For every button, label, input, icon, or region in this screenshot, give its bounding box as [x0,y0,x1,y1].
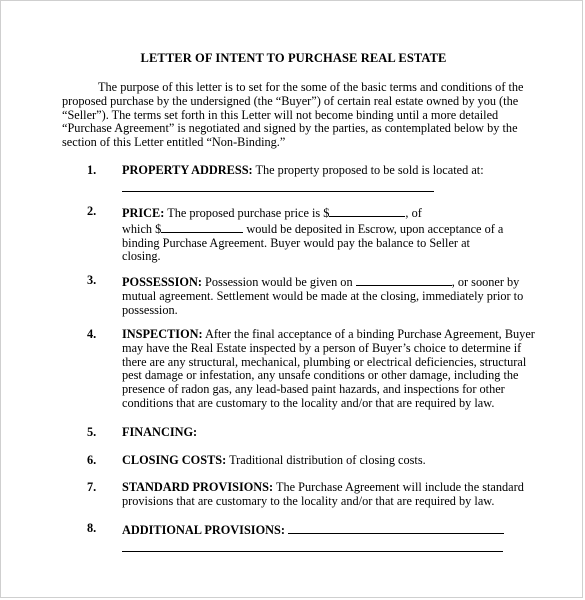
additional-provisions-blank[interactable] [288,522,504,534]
intro-paragraph [62,81,532,150]
item-number: 1. [87,163,97,177]
escrow-deposit-blank[interactable] [161,221,243,233]
item-text: pest damage or infestation, any unsafe conditions or other damage, including the [122,368,519,383]
document-title: LETTER OF INTENT TO PURCHASE REAL ESTATE [140,51,447,65]
item-text: , or sooner by [451,275,520,289]
item-text: The property proposed to be sold is located at: [252,163,484,177]
item-text: which $ [122,221,162,236]
item-heading: ADDITIONAL PROVISIONS: [122,523,285,537]
item-text: presence of radon gas, any lead-based paint hazards, and inspections for other [122,382,505,397]
item-number: 5. [87,425,97,439]
intro-line: “Seller”). The terms set forth in this Letter will not become binding until a more detailed [62,107,499,122]
item-heading: PROPERTY ADDRESS: [122,163,253,177]
item-number: 7. [87,480,97,494]
property-address-blank[interactable] [122,180,434,192]
item-text: may have the Real Estate inspected by a person of Buyer’s choice to determine if [122,340,522,355]
item-text: closing. [122,249,161,264]
item-text: mutual agreement. Settlement would be made at the closing, immediately prior to [122,288,524,303]
item-text: would be deposited in Escrow, upon acceptance of a [243,221,504,236]
item-text: provisions that are customary to the locality and/or that are required by law. [122,493,495,508]
possession-date-blank[interactable] [356,274,452,286]
intro-line: The purpose of this letter is to set for the some of the basic terms and conditions of the [98,80,524,94]
item-heading: STANDARD PROVISIONS: [122,480,274,494]
item-text: The Purchase Agreement will include the standard [273,480,524,494]
additional-provisions-second-blank[interactable] [122,540,503,552]
item-text: The proposed purchase price is $ [164,206,330,220]
item-number: 6. [87,453,97,467]
intro-line: proposed purchase by the undersigned (the “Buyer”) of certain real estate owned by you (the [62,93,519,108]
item-heading: PRICE: [122,206,165,220]
item-text: binding Purchase Agreement. Buyer would pay the balance to Seller at [122,235,470,250]
item-heading: FINANCING: [122,425,198,439]
intro-line: section of this Letter entitled “Non-Binding.” [62,135,286,150]
item-text: Possession would be given on [201,275,356,289]
item-number: 8. [87,521,97,535]
item-heading: POSSESSION: [122,275,202,289]
item-text: , of [405,206,422,220]
item-text: there are any structural, mechanical, plumbing or electrical deficiencies, structural [122,354,527,369]
item-text: Traditional distribution of closing costs. [226,453,426,467]
intro-line: “Purchase Agreement” is negotiated and signed by the parties, as contemplated below by the [62,121,518,136]
item-heading: CLOSING COSTS: [122,453,227,467]
item-text: After the final acceptance of a binding Purchase Agreement, Buyer [202,327,535,341]
item-text: possession. [122,302,178,317]
item-text: conditions that are customary to the locality and/or that are required by law. [122,395,495,410]
item-number: 2. [87,204,97,218]
item-number: 4. [87,327,97,341]
item-heading: INSPECTION: [122,327,203,341]
item-number: 3. [87,273,97,287]
purchase-price-blank[interactable] [329,205,405,217]
